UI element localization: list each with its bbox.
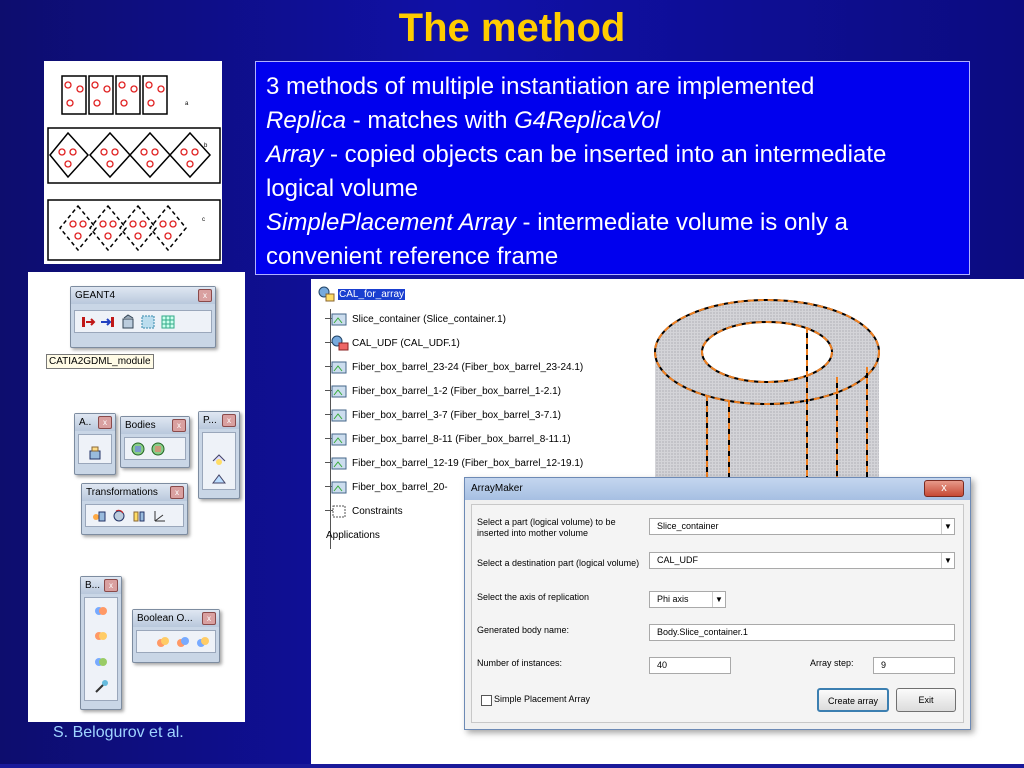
bottom-bar bbox=[0, 764, 1024, 768]
replica-term: Replica bbox=[266, 107, 347, 134]
a-toolbar-title: A.. bbox=[79, 417, 92, 428]
chevron-down-icon[interactable]: ▼ bbox=[712, 592, 725, 607]
catia2gdml-module-label: CATIA2GDML_module bbox=[46, 354, 154, 369]
position-icon[interactable] bbox=[211, 470, 228, 487]
array-step-label: Array step: bbox=[810, 658, 854, 668]
tree-item[interactable]: Fiber_box_barrel_20- bbox=[330, 478, 448, 496]
arraymaker-dialog bbox=[464, 477, 971, 730]
replica-line bbox=[266, 104, 959, 138]
instances-label: Number of instances: bbox=[477, 658, 563, 668]
destination-label: Select a destination part (logical volume) bbox=[477, 558, 640, 568]
b-toolbar[interactable] bbox=[80, 576, 122, 710]
close-button[interactable]: x bbox=[924, 480, 964, 497]
tree-item[interactable]: Fiber_box_barrel_3-7 (Fiber_box_barrel_3-7.1) bbox=[330, 406, 561, 424]
union-icon[interactable] bbox=[93, 603, 110, 620]
part-label: Select a part (logical volume) to be inserted into mother volume bbox=[477, 517, 616, 538]
simple-term: SimplePlacement Array bbox=[266, 209, 516, 236]
dialog-title: ArrayMaker bbox=[471, 483, 523, 494]
transformations-toolbar-title: Transformations bbox=[86, 487, 158, 498]
chevron-down-icon[interactable]: ▼ bbox=[941, 553, 954, 568]
placement-icon[interactable] bbox=[211, 450, 228, 467]
subtract-icon[interactable] bbox=[93, 628, 110, 645]
simple-placement-checkbox[interactable] bbox=[481, 695, 492, 706]
simple-text: - intermediate volume is only a convenient reference frame bbox=[266, 209, 849, 270]
intersect-icon[interactable] bbox=[93, 653, 110, 670]
tree-item[interactable]: Slice_container (Slice_container.1) bbox=[330, 310, 506, 328]
rotate-icon[interactable] bbox=[110, 507, 127, 524]
axis-select[interactable]: Phi axis ▼ bbox=[649, 591, 726, 608]
axis-icon[interactable] bbox=[150, 507, 167, 524]
b-toolbar-title: B... bbox=[85, 580, 101, 591]
close-icon[interactable]: x bbox=[198, 289, 212, 302]
body-insert-icon[interactable] bbox=[149, 440, 166, 457]
mesh-icon[interactable] bbox=[159, 313, 176, 330]
close-icon[interactable]: x bbox=[222, 414, 236, 427]
destination-select[interactable]: CAL_UDF ▼ bbox=[649, 552, 955, 569]
export-icon[interactable] bbox=[79, 313, 96, 330]
array-term: Array bbox=[266, 141, 324, 168]
methods-textbox bbox=[255, 61, 970, 275]
simple-placement-label: Simple Placement Array bbox=[494, 694, 591, 704]
geant4-toolbar-title: GEANT4 bbox=[75, 290, 116, 301]
tree-item[interactable]: Fiber_box_barrel_8-11 (Fiber_box_barrel_8-11.1) bbox=[330, 430, 571, 448]
boolean-toolbar[interactable] bbox=[132, 609, 220, 663]
boolean-remove-icon[interactable] bbox=[174, 633, 191, 650]
body-name-label: Generated body name: bbox=[477, 625, 570, 635]
array-line bbox=[266, 138, 959, 206]
symmetry-icon[interactable] bbox=[130, 507, 147, 524]
p-toolbar-title: P... bbox=[203, 415, 217, 426]
exit-button[interactable]: Exit bbox=[896, 688, 956, 712]
diagram-label-b: b bbox=[204, 143, 208, 149]
close-icon[interactable]: x bbox=[170, 486, 184, 499]
array-text: - copied objects can be inserted into an intermediate logical volume bbox=[266, 141, 887, 202]
axis-label: Select the axis of replication bbox=[477, 592, 590, 602]
slide-title: The method bbox=[398, 6, 626, 50]
replica-class: G4ReplicaVol bbox=[514, 107, 660, 134]
tree-item-constraints[interactable]: Constraints bbox=[330, 502, 403, 520]
diagram-label-c: c bbox=[202, 217, 205, 223]
translate-icon[interactable] bbox=[90, 507, 107, 524]
close-icon[interactable]: x bbox=[172, 419, 186, 432]
simple-line bbox=[266, 206, 959, 274]
a-toolbar[interactable] bbox=[74, 413, 116, 475]
import-icon[interactable] bbox=[99, 313, 116, 330]
geant4-toolbar[interactable] bbox=[70, 286, 216, 348]
bodies-toolbar-title: Bodies bbox=[125, 420, 156, 431]
close-icon[interactable]: x bbox=[98, 416, 112, 429]
boolean-intersect-icon[interactable] bbox=[194, 633, 211, 650]
part-icon[interactable] bbox=[119, 313, 136, 330]
bodies-toolbar[interactable] bbox=[120, 416, 190, 468]
pick-icon[interactable] bbox=[93, 678, 110, 695]
diagram-label-a: a bbox=[185, 101, 189, 107]
p-toolbar[interactable] bbox=[198, 411, 240, 499]
instances-input[interactable]: 40 bbox=[649, 657, 731, 674]
chevron-down-icon[interactable]: ▼ bbox=[941, 519, 954, 534]
boolean-add-icon[interactable] bbox=[154, 633, 171, 650]
assembly-icon[interactable] bbox=[87, 444, 104, 461]
transformations-toolbar[interactable] bbox=[81, 483, 188, 535]
instantiation-diagram bbox=[44, 61, 222, 264]
author-credit: S. Belogurov et al. bbox=[53, 724, 184, 741]
body-name-input[interactable]: Body.Slice_container.1 bbox=[649, 624, 955, 641]
grid-icon[interactable] bbox=[139, 313, 156, 330]
tree-item-applications[interactable]: Applications bbox=[326, 529, 380, 541]
close-icon[interactable]: x bbox=[202, 612, 216, 625]
array-step-input[interactable]: 9 bbox=[873, 657, 955, 674]
body-icon[interactable] bbox=[129, 440, 146, 457]
intro-line: 3 methods of multiple instantiation are implemented bbox=[266, 73, 815, 100]
tree-item[interactable]: Fiber_box_barrel_23-24 (Fiber_box_barrel_23-24.1) bbox=[330, 358, 583, 376]
tree-item[interactable]: CAL_UDF (CAL_UDF.1) bbox=[330, 334, 460, 352]
tree-item[interactable]: Fiber_box_barrel_1-2 (Fiber_box_barrel_1-2.1) bbox=[330, 382, 561, 400]
tree-item[interactable]: Fiber_box_barrel_12-19 (Fiber_box_barrel_12-19.1) bbox=[330, 454, 583, 472]
replica-text: - matches with bbox=[346, 107, 515, 134]
boolean-toolbar-title: Boolean O... bbox=[137, 613, 193, 624]
create-array-button[interactable]: Create array bbox=[817, 688, 889, 712]
part-select[interactable]: Slice_container ▼ bbox=[649, 518, 955, 535]
close-icon[interactable]: x bbox=[104, 579, 118, 592]
tree-item-root[interactable]: CAL_for_array bbox=[316, 285, 405, 303]
